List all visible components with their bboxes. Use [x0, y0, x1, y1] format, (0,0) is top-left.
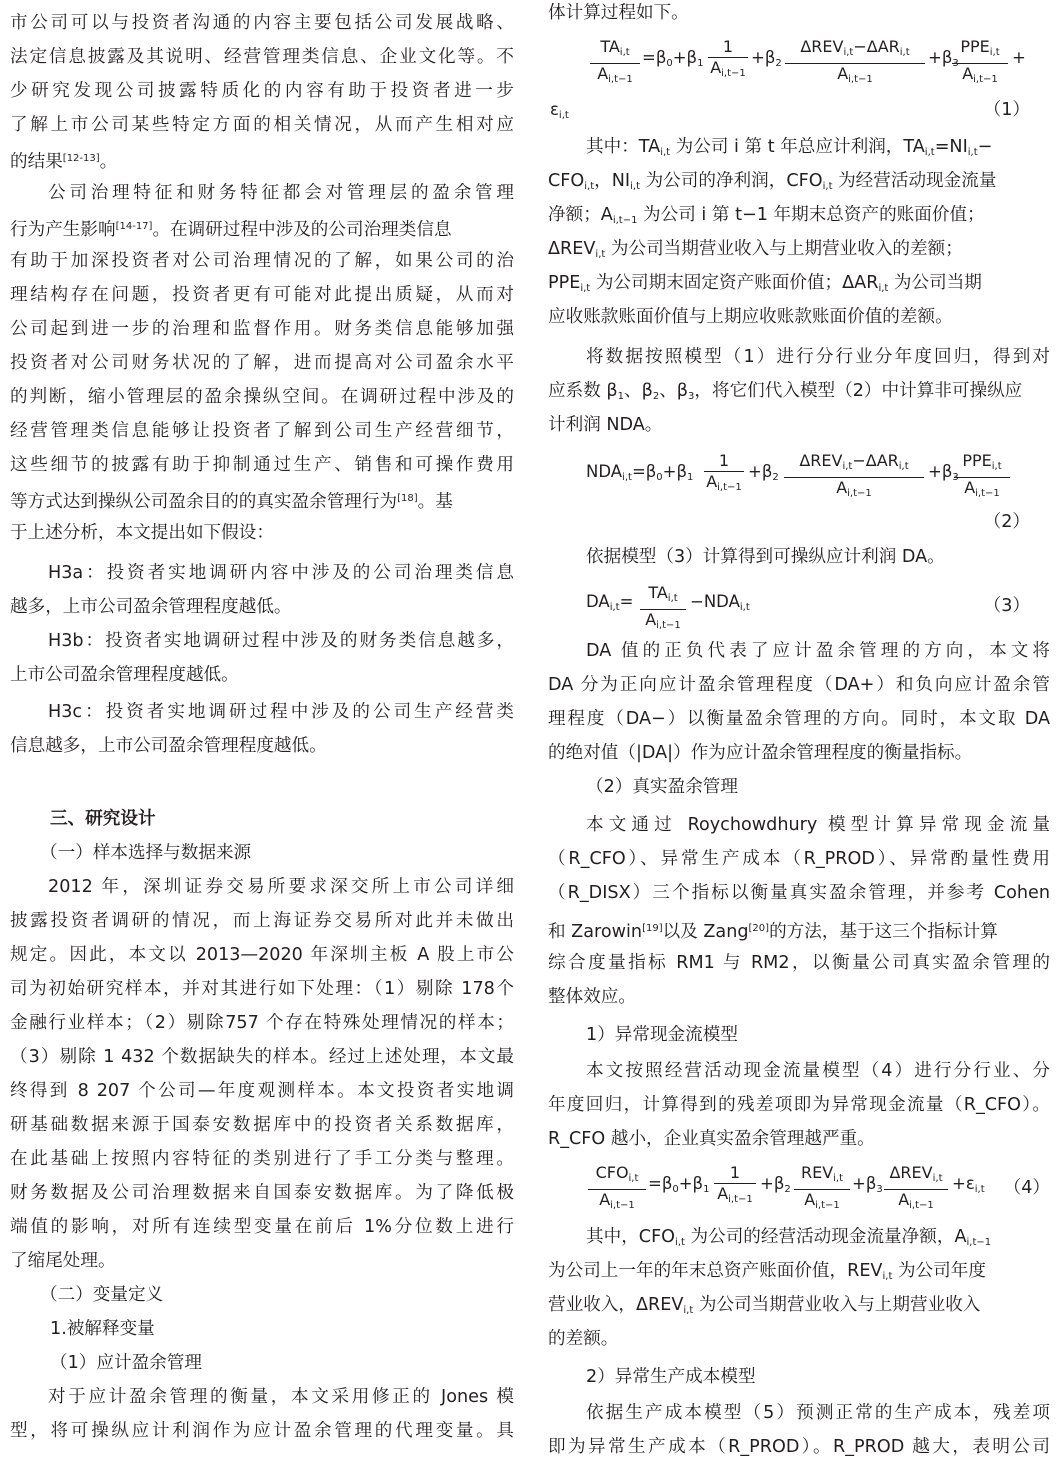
text-line: 了解上市公司某些特定方面的相关情况，从而产生相对应: [10, 115, 514, 135]
text-line: DA 值的正负代表了应计盈余管理的方向，本文将: [586, 641, 1050, 661]
citation: [12-13]: [62, 153, 100, 164]
text-line: 信息越多，上市公司盈余管理程度越低。: [10, 736, 327, 756]
text-line: 有助于加深投资者对公司治理情况的了解，如果公司的治: [10, 251, 514, 271]
text-line: 体计算过程如下。: [548, 3, 689, 23]
text-line: $PPE_{i,t}$ 为公司期末固定资产账面价值；$\Delta AR_{i,t}$ 为公司当期: [548, 273, 982, 294]
equation-term: +: [1012, 48, 1026, 67]
text-line: DA 分为正向应计盈余管理程度（DA+）和负向应计盈余管: [548, 675, 1050, 695]
text-line: （3）剔除 1 432 个数据缺失的样本。经过上述处理，本文最: [10, 1047, 514, 1067]
text-line: 整体效应。: [548, 987, 636, 1007]
subsection-heading: （2）真实盈余管理: [586, 777, 738, 797]
equation-term: $+\beta_2$: [751, 48, 782, 69]
text-line: 即为异常生产成本（R_PROD）。R_PROD 越大，表明公司: [548, 1437, 1050, 1457]
text-line: 对于应计盈余管理的衡量，本文采用修正的 Jones 模: [48, 1387, 514, 1407]
text-line: 依据生产成本模型（5）预测正常的生产成本，残差项: [586, 1403, 1050, 1423]
equation-term: $\varepsilon_{i,t}$: [550, 100, 569, 121]
equation-4: [548, 1164, 1050, 1212]
equation-term: $+\beta_3$: [852, 1174, 883, 1195]
text-line: 财务数据及公司治理数据来自国泰安数据库。为了降低极: [10, 1183, 514, 1203]
fraction: $\Delta REV_{i,t}-\Delta AR_{i,t}$ $A_{i,t-1}$: [784, 452, 924, 503]
subsection-heading: 2）异常生产成本模型: [586, 1367, 756, 1387]
text-line: 和 Zarowin[19]以及 Zang[20]的方法，基于这三个指标计算: [548, 922, 998, 942]
text-line: 了缩尾处理。: [10, 1251, 116, 1271]
text-line: 经营管理类信息能够让投资者了解到公司生产经营细节，: [10, 421, 514, 441]
subsection-heading: （一）样本选择与数据来源: [40, 843, 252, 863]
text-line: $CFO_{i,t}$，$NI_{i,t}$ 为公司的净利润，$CFO_{i,t}$ 为经营活动现金流量: [548, 171, 997, 192]
fraction: 1 $A_{i,t-1}$: [714, 1164, 756, 1209]
fraction: $CFO_{i,t}$ $A_{i,t-1}$: [588, 1164, 646, 1215]
text-line: 净额；$A_{i,t-1}$ 为公司 i 第 t−1 年期末总资产的账面价值；: [548, 205, 985, 226]
text-line: 在此基础上按照内容特征的类别进行了手工分类与整理。: [10, 1149, 514, 1169]
equation-term: $=\beta_0+\beta_1$: [642, 48, 704, 69]
text-line: 这些细节的披露有助于抑制通过生产、销售和可操作费用: [10, 455, 514, 475]
equation-term: $+\beta_2$: [748, 462, 779, 483]
equation-number: （3）: [983, 596, 1030, 616]
hypothesis-h3b: H3b：投资者实地调研过程中涉及的财务类信息越多，: [48, 631, 514, 651]
citation: [18]: [397, 493, 418, 504]
text-line: 的结果[12-13]。: [10, 152, 118, 172]
fraction: $\Delta REV_{i,t}$ $A_{i,t-1}$: [884, 1164, 948, 1215]
equation-term: $DA_{i,t}=$: [586, 592, 634, 613]
text-line: 等方式达到操纵公司盈余目的的真实盈余管理行为[18]。基: [10, 492, 453, 512]
text-line: 规定。因此，本文以 2013—2020 年深圳主板 A 股上市公: [10, 945, 514, 965]
text-line: 为公司上一年的年末总资产账面价值，$REV_{i,t}$ 为公司年度: [548, 1261, 986, 1282]
text-line: 终得到 8 207 个公司—年度观测样本。本文投资者实地调: [10, 1081, 514, 1101]
subsection-heading: （1）应计盈余管理: [50, 1353, 202, 1373]
text-line: 的判断，缩小管理层的盈余操纵空间。在调研过程中涉及的: [10, 387, 514, 407]
text-line: 研基础数据来源于国泰安数据库中的投资者关系数据库，: [10, 1115, 514, 1135]
text-line: 理结构存在问题，投资者更有可能对此提出质疑，从而对: [10, 285, 514, 305]
text-line: R_CFO 越小，企业真实盈余管理越严重。: [548, 1129, 875, 1149]
equation-number: （2）: [983, 512, 1030, 532]
fraction: $\Delta REV_{i,t}-\Delta AR_{i,t}$ $A_{i,t-1}$: [785, 38, 925, 89]
fraction: $REV_{i,t}$ $A_{i,t-1}$: [794, 1164, 850, 1215]
text-line: （R_CFO）、异常生产成本（R_PROD）、异常酌量性费用: [548, 849, 1050, 869]
text-line: 公司治理特征和财务特征都会对管理层的盈余管理: [48, 183, 514, 203]
text-line: 法定信息披露及其说明、经营管理类信息、企业文化等。不: [10, 47, 514, 67]
text-line: 将数据按照模型（1）进行分行业分年度回归，得到对: [586, 347, 1050, 367]
equation-number: （4）: [1003, 1178, 1050, 1198]
text-line: 综合度量指标 RM1 与 RM2，以衡量公司真实盈余管理的: [548, 953, 1050, 973]
text-line: $\Delta REV_{i,t}$ 为公司当期营业收入与上期营业收入的差额；: [548, 239, 963, 260]
equation-3: [548, 583, 1050, 631]
text-line: 少研究发现公司披露特质化的内容有助于投资者进一步: [10, 81, 514, 101]
equation-term: $=\beta_0+\beta_1$: [648, 1174, 710, 1195]
citation: [14-17]: [115, 221, 153, 232]
hypothesis-h3a: H3a：投资者实地调研内容中涉及的公司治理类信息: [48, 563, 514, 583]
section-heading: 三、研究设计: [50, 809, 156, 829]
text-line: 于上述分析，本文提出如下假设：: [10, 523, 274, 543]
text-line: 其中，$CFO_{i,t}$ 为公司的经营活动现金流量净额，$A_{i,t-1}$: [586, 1227, 992, 1248]
equation-2: [548, 452, 1050, 532]
subsection-heading: 1.被解释变量: [50, 1319, 155, 1339]
text-line: 理程度（DA−）以衡量盈余管理的方向。同时，本文取 DA: [548, 709, 1050, 729]
text-line: （R_DISX）三个指标以衡量真实盈余管理，并参考 Cohen: [548, 883, 1050, 903]
subsection-heading: （二）变量定义: [40, 1285, 164, 1305]
text-line: 的绝对值（|DA|）作为应计盈余管理程度的衡量指标。: [548, 743, 973, 763]
text-line: 依据模型（3）计算得到可操纵应计利润 DA。: [586, 547, 945, 567]
text-line: 本文通过 Roychowdhury 模型计算异常现金流量: [586, 815, 1050, 835]
fraction: $TA_{i,t}$ $A_{i,t-1}$: [590, 38, 640, 89]
text-line: 市公司可以与投资者沟通的内容主要包括公司发展战略、: [10, 13, 514, 33]
text-line: 型，将可操纵应计利润作为应计盈余管理的代理变量。具: [10, 1421, 514, 1441]
text-line: 越多，上市公司盈余管理程度越低。: [10, 597, 292, 617]
text-line: 公司起到进一步的治理和监督作用。财务类信息能够加强: [10, 319, 514, 339]
fraction: $PPE_{i,t}$ $A_{i,t-1}$: [952, 38, 1008, 89]
text-line: 应收账款账面价值与上期应收账款账面价值的差额。: [548, 307, 953, 327]
equation-term: $+\beta_3$: [928, 462, 959, 483]
equation-1: [548, 37, 1050, 121]
equation-term: $+\beta_2$: [760, 1174, 791, 1195]
text-line: 营业收入，$\Delta REV_{i,t}$ 为公司当期营业收入与上期营业收入: [548, 1295, 981, 1316]
hypothesis-h3c: H3c：投资者实地调研过程中涉及的公司生产经营类: [48, 702, 514, 722]
text-line: 2012 年，深圳证券交易所要求深交所上市公司详细: [48, 877, 514, 897]
fraction: 1 $A_{i,t-1}$: [704, 452, 744, 497]
text-line: 行为产生影响[14-17]。在调研过程中涉及的公司治理类信息: [10, 220, 452, 240]
equation-number: （1）: [983, 100, 1030, 120]
text-line: 的差额。: [548, 1329, 619, 1349]
equation-term: $NDA_{i,t}=\beta_0+\beta_1$: [586, 462, 694, 483]
fraction: 1 $A_{i,t-1}$: [708, 38, 748, 83]
text-line: 投资者对公司财务状况的了解，进而提高对公司盈余水平: [10, 353, 514, 373]
equation-term: $-NDA_{i,t}$: [690, 592, 750, 613]
text-line: 司为初始研究样本，并对其进行如下处理：（1）剔除 178个: [10, 979, 514, 999]
text-line: 年度回归，计算得到的残差项即为异常现金流量（R_CFO）。: [548, 1095, 1050, 1115]
subsection-heading: 1）异常现金流模型: [586, 1025, 738, 1045]
text-line: 端值的影响，对所有连续型变量在前后 1%分位数上进行: [10, 1217, 514, 1237]
text-line: 其中：$TA_{i,t}$ 为公司 i 第 t 年总应计利润，$TA_{i,t}=NI_{i,t}-$: [586, 137, 993, 158]
equation-term: $+\beta_3$: [928, 48, 959, 69]
text-line: 上市公司盈余管理程度越低。: [10, 665, 239, 685]
text-line: 计利润 NDA。: [548, 415, 663, 435]
text-line: 应系数 $\beta_1$、$\beta_2$、$\beta_3$，将它们代入模型（2）中计算非可操纵应: [548, 381, 1023, 402]
equation-term: $+\varepsilon_{i,t}$: [952, 1174, 985, 1195]
fraction: $PPE_{i,t}$ $A_{i,t-1}$: [954, 452, 1010, 503]
text-line: 本文按照经营活动现金流量模型（4）进行分行业、分: [586, 1061, 1050, 1081]
text-line: 金融行业样本；（2）剔除757 个存在特殊处理情况的样本；: [10, 1013, 514, 1033]
text-line: 披露投资者调研的情况，而上海证券交易所对此并未做出: [10, 911, 514, 931]
fraction: $TA_{i,t}$ $A_{i,t-1}$: [640, 584, 686, 635]
